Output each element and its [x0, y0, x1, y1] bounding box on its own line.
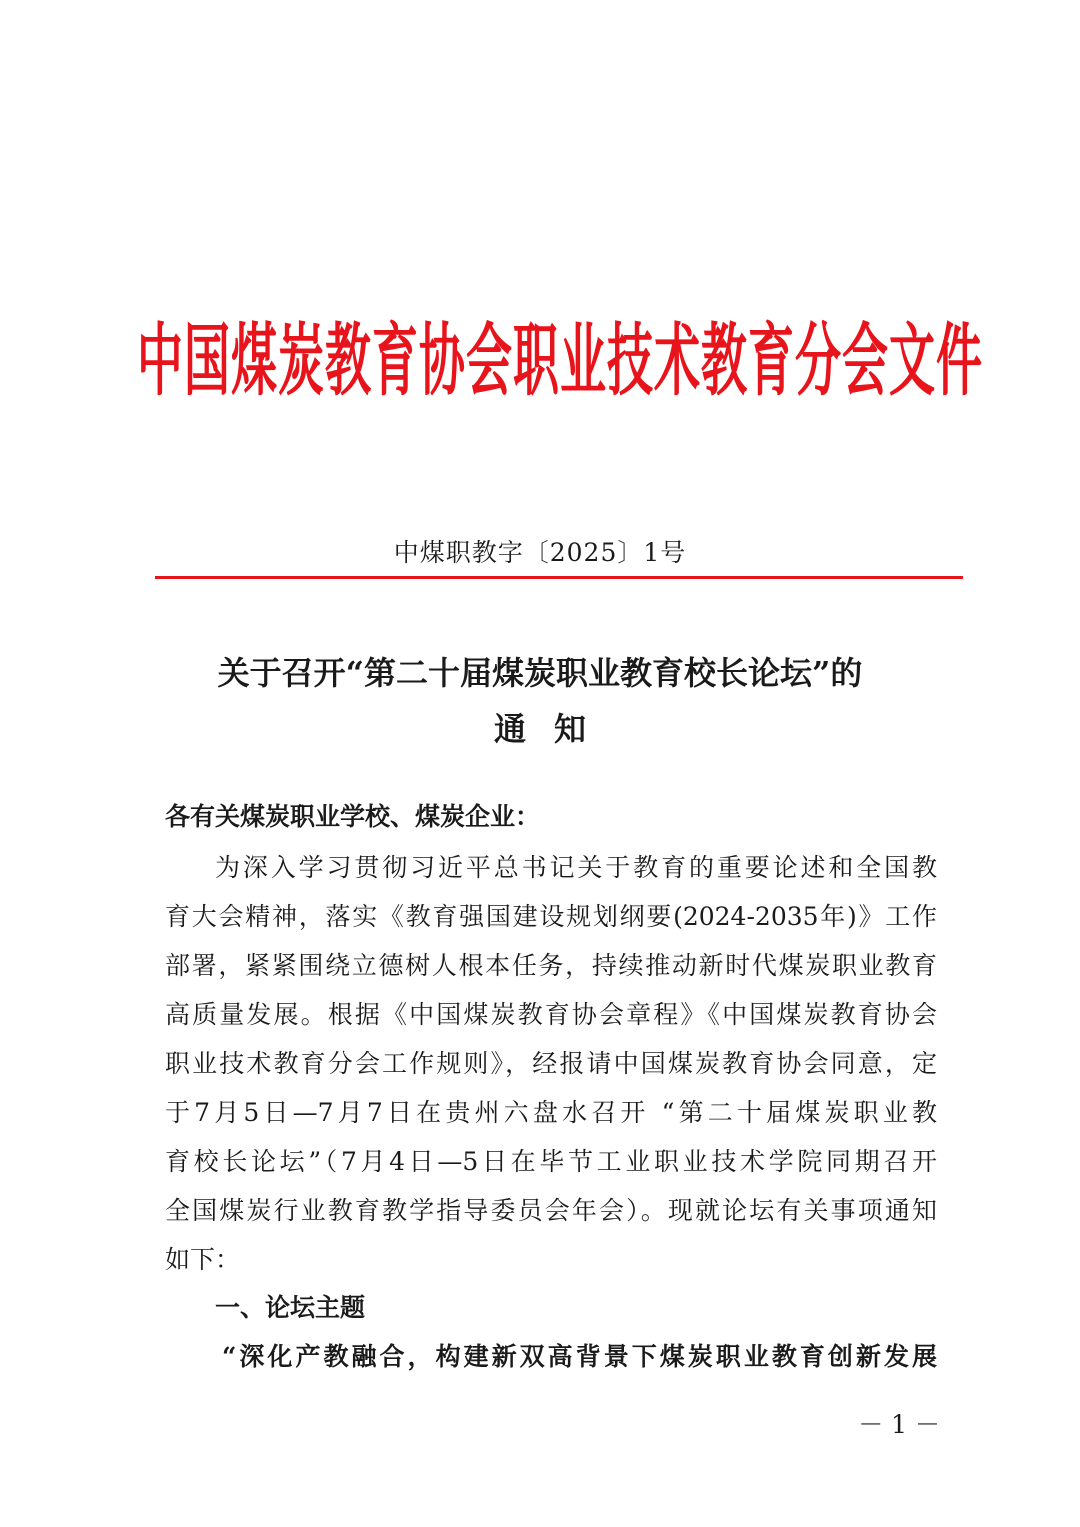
document-number: 中煤职教字〔2025〕1号: [393, 538, 687, 567]
red-divider-line: [155, 576, 963, 579]
body-text-line: 为深入学习贯彻习近平总书记关于教育的重要论述和全国教: [215, 853, 937, 882]
body-text-line: 于7月5日—7月7日在贵州六盘水召开 “第二十届煤炭职业教: [165, 1098, 937, 1127]
notice-title-line-1: 关于召开“第二十届煤炭职业教育校长论坛”的: [217, 654, 863, 692]
notice-title-line-2: 通知: [493, 710, 614, 748]
section-heading-forum-theme: 一、论坛主题: [215, 1293, 366, 1322]
body-text-line: 育校长论坛”（7月4日—5日在毕节工业职业技术学院同期召开: [165, 1147, 937, 1176]
body-text-line: 全国煤炭行业教育教学指导委员会年会）。现就论坛有关事项通知: [165, 1196, 937, 1225]
org-header-title: 中国煤炭教育协会职业技术教育分会文件: [137, 314, 983, 406]
addressee: 各有关煤炭职业学校、煤炭企业：: [165, 802, 541, 831]
body-text-line: 如下：: [165, 1245, 241, 1274]
org-header-title-container: [130, 290, 990, 420]
page-number: － 1 －: [858, 1410, 940, 1439]
body-text-line: 部署，紧紧围绕立德树人根本任务，持续推动新时代煤炭职业教育: [165, 951, 937, 980]
body-text-line: 职业技术教育分会工作规则》，经报请中国煤炭教育协会同意，定: [165, 1049, 937, 1078]
body-text-line: 育大会精神，落实《教育强国建设规划纲要(2024-2035年)》工作: [165, 902, 937, 931]
body-text-line: 高质量发展。根据《中国煤炭教育协会章程》《中国煤炭教育协会: [165, 1000, 937, 1029]
forum-theme-text: “深化产教融合，构建新双高背景下煤炭职业教育创新发展: [222, 1342, 937, 1371]
